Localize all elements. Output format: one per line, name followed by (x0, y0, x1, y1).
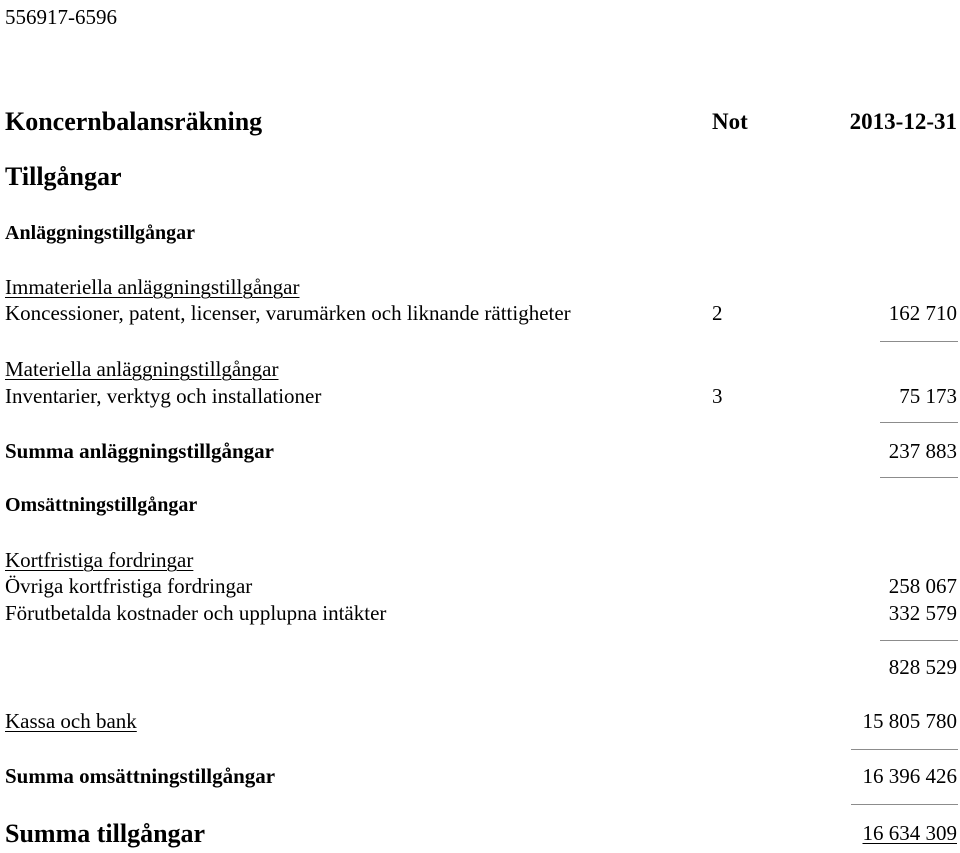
org-number: 556917-6596 (5, 5, 117, 29)
grand-total-label: Summa tillgångar (5, 819, 206, 848)
tangible-row-value: 75 173 (899, 384, 957, 408)
page-title: Koncernbalansräkning (5, 107, 263, 136)
receivables-row-value: 258 067 (888, 574, 957, 598)
section-heading: Tillgångar (5, 162, 122, 191)
intangible-row-label: Koncessioner, patent, licenser, varumärken och liknande rättigheter (5, 301, 571, 325)
receivables-row-label: Övriga kortfristiga fordringar (5, 574, 253, 598)
sum-rule (880, 477, 958, 478)
sum-rule (880, 422, 958, 423)
tangible-assets-heading: Materiella anläggningstillgångar (5, 357, 279, 381)
grand-total-value: 16 634 309 (862, 821, 957, 845)
sum-rule (851, 749, 958, 750)
fixed-assets-total-value: 237 883 (888, 439, 957, 463)
fixed-assets-heading: Anläggningstillgångar (5, 222, 196, 244)
date-column-header: 2013-12-31 (849, 109, 957, 134)
note-column-header: Not (712, 109, 748, 134)
receivables-row-value: 332 579 (888, 601, 957, 625)
cash-value: 15 805 780 (862, 709, 957, 733)
sum-rule (880, 640, 958, 641)
current-assets-total-label: Summa omsättningstillgångar (5, 764, 276, 788)
sum-rule (851, 804, 958, 805)
intangible-assets-heading: Immateriella anläggningstillgångar (5, 275, 300, 299)
tangible-row-label: Inventarier, verktyg och installationer (5, 384, 322, 408)
cash-label: Kassa och bank (5, 709, 137, 733)
sum-rule (880, 341, 958, 342)
receivables-subtotal-value: 828 529 (888, 655, 957, 679)
current-assets-heading: Omsättningstillgångar (5, 494, 198, 516)
tangible-row-note: 3 (712, 384, 723, 408)
receivables-row-label: Förutbetalda kostnader och upplupna intäkter (5, 601, 387, 625)
intangible-row-note: 2 (712, 301, 723, 325)
intangible-row-value: 162 710 (888, 301, 957, 325)
fixed-assets-total-label: Summa anläggningstillgångar (5, 439, 274, 463)
receivables-heading: Kortfristiga fordringar (5, 548, 194, 572)
current-assets-total-value: 16 396 426 (862, 764, 957, 788)
